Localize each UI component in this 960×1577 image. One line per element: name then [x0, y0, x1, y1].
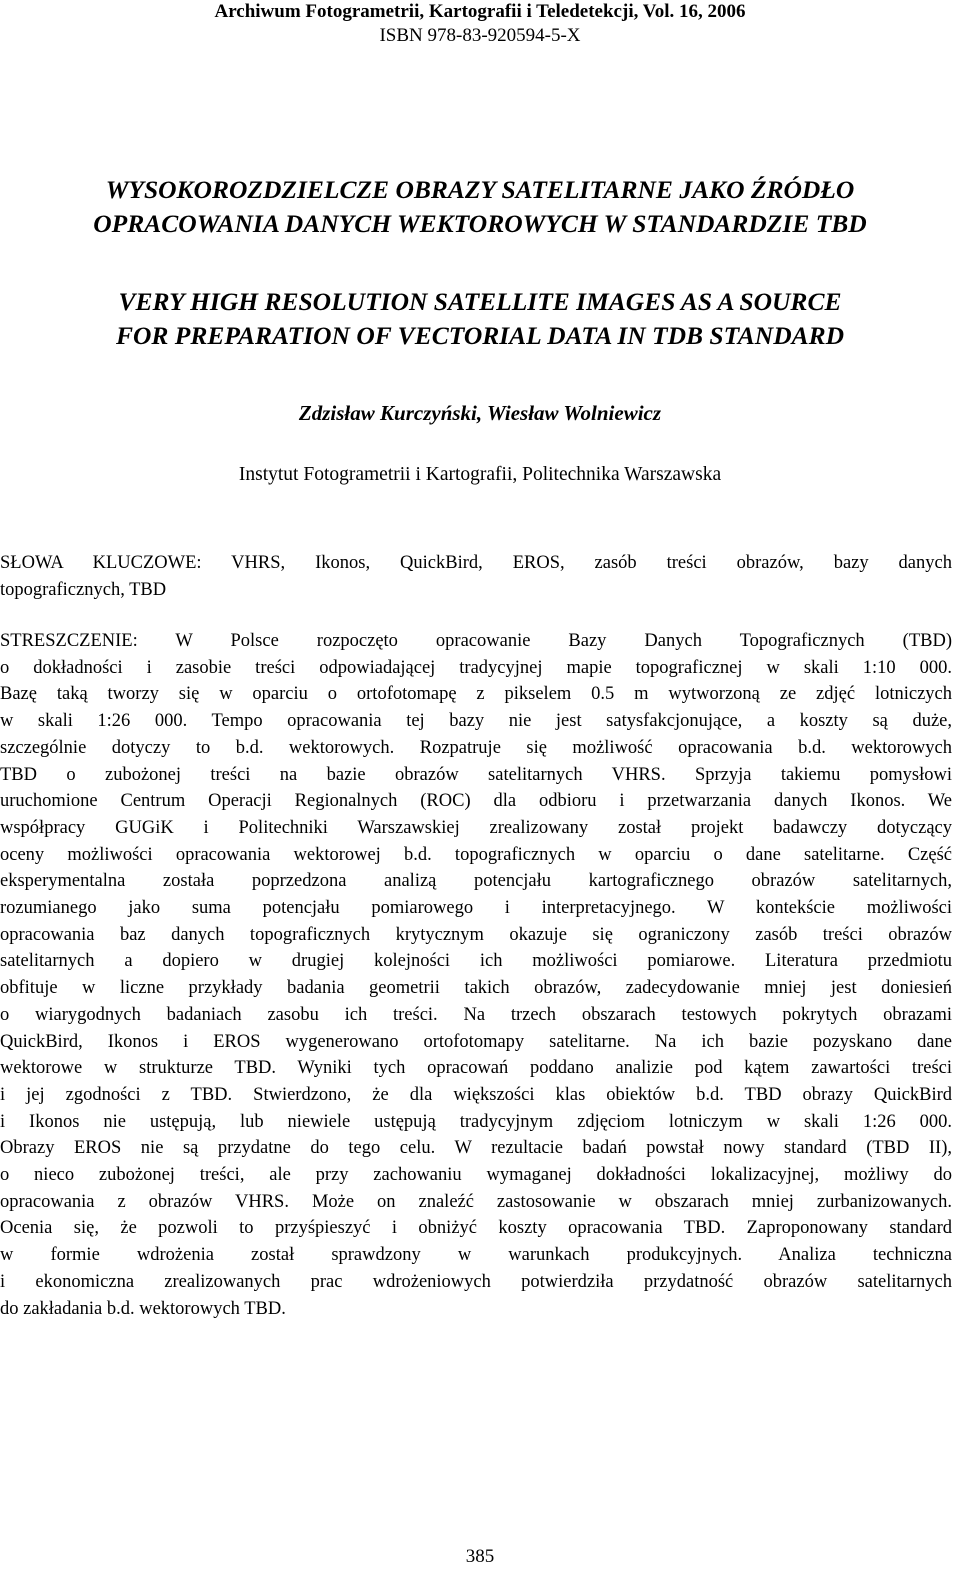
abstract-line: oceny możliwości opracowania wektorowej b.d. topograficznych w oparciu o dane satelitarne. Część [0, 844, 952, 865]
keywords [0, 550, 952, 603]
title-english [0, 285, 960, 353]
abstract-line: szczególnie dotyczy to b.d. wektorowych. Rozpatruje się możliwość opracowania b.d. wektorowych [0, 737, 952, 758]
abstract-line: opracowania baz danych topograficznych krytycznym okazuje się ograniczony zasób treści obrazów [0, 924, 952, 945]
abstract-line: o nieco zubożonej treści, ale przy zachowaniu wymaganej dokładności lokalizacyjnej, możliwy do [0, 1165, 952, 1186]
abstract-line: opracowania z obrazów VHRS. Może on znaleźć zastosowanie w obszarach mniej zurbanizowanych. [0, 1191, 952, 1212]
keywords-line: SŁOWA KLUCZOWE: VHRS, Ikonos, QuickBird, EROS, zasób treści obrazów, bazy danych [0, 553, 952, 573]
abstract-line: o dokładności i zasobie treści odpowiadającej tradycyjnej mapie topograficznej w skali 1:10 000. [0, 657, 952, 678]
title-polish-line: WYSOKOROZDZIELCZE OBRAZY SATELITARNE JAKO ŹRÓDŁO [105, 175, 855, 204]
abstract-line: STRESZCZENIE: W Polsce rozpoczęto opracowanie Bazy Danych Topograficznych (TBD) [0, 631, 952, 651]
abstract-line: i ekonomiczna zrealizowanych prac wdrożeniowych potwierdziła przydatność obrazów satelitarnych [0, 1271, 952, 1292]
title-english-line: VERY HIGH RESOLUTION SATELLITE IMAGES AS A SOURCE [118, 287, 842, 316]
abstract-line: TBD o zubożonej treści na bazie obrazów satelitarnych VHRS. Sprzyja takiemu pomysłowi [0, 764, 952, 785]
abstract-line: w skali 1:26 000. Tempo opracowania tej bazy nie jest satysfakcjonujące, a koszty są duże, [0, 711, 952, 732]
journal-header: Archiwum Fotogrametrii, Kartografii i Teledetekcji, Vol. 16, 2006 [214, 1, 746, 22]
abstract-line: wektorowe w strukturze TBD. Wyniki tych opracowań poddano analizie pod kątem zawartości treści [0, 1058, 952, 1079]
title-polish [0, 173, 960, 241]
abstract-line: obfituje w liczne przykłady badania geometrii takich obrazów, zadecydowanie mniej jest doniesień [0, 978, 952, 999]
isbn-line: ISBN 978-83-920594-5-X [379, 25, 581, 46]
abstract-line: Obrazy EROS nie są przydatne do tego celu. W rezultacie badań powstał nowy standard (TBD II), [0, 1138, 952, 1159]
authors: Zdzisław Kurczyński, Wiesław Wolniewicz [298, 401, 662, 425]
abstract-line: o wiarygodnych badaniach zasobu ich treści. Na trzech obszarach testowych pokrytych obrazami [0, 1004, 952, 1025]
abstract-line: uruchomione Centrum Operacji Regionalnych (ROC) dla odbioru i przetwarzania danych Ikonos. We [0, 791, 952, 812]
title-polish-line: OPRACOWANIA DANYCH WEKTOROWYCH W STANDARDZIE TBD [93, 209, 867, 238]
title-english-line: FOR PREPARATION OF VECTORIAL DATA IN TDB STANDARD [115, 321, 845, 350]
abstract-line: eksperymentalna została poprzedzona analizą potencjału kartograficznego obrazów satelitarnych, [0, 871, 952, 892]
abstract-line: satelitarnych a dopiero w drugiej kolejności ich możliwości pomiarowe. Literatura przedmiotu [0, 951, 952, 972]
page-number: 385 [465, 1546, 495, 1567]
abstract-line: i Ikonos nie ustępują, lub niewiele ustępują tradycyjnym zdjęciom lotniczym w skali 1:26 000. [0, 1111, 952, 1132]
abstract-line: w formie wdrożenia został sprawdzony w warunkach produkcyjnych. Analiza techniczna [0, 1245, 952, 1266]
abstract-line: Bazę taką tworzy się w oparciu o ortofotomapę z pikselem 0.5 m wytworzoną ze zdjęć lotniczych [0, 684, 952, 705]
abstract-line: współpracy GUGiK i Politechniki Warszawskiej zrealizowany został projekt badawczy dotyczący [0, 817, 952, 838]
abstract-line: i jej zgodności z TBD. Stwierdzono, że dla większości klas obiektów b.d. TBD obrazy QuickBird [0, 1084, 952, 1105]
affiliation: Instytut Fotogrametrii i Kartografii, Politechnika Warszawska [238, 464, 722, 485]
abstract-line: QuickBird, Ikonos i EROS wygenerowano ortofotomapy satelitarne. Na ich bazie pozyskano dane [0, 1031, 952, 1052]
abstract-line: do zakładania b.d. wektorowych TBD. [0, 1298, 286, 1319]
abstract [0, 628, 952, 1322]
keywords-line: topograficznych, TBD [0, 579, 167, 600]
abstract-line: rozumianego jako suma potencjału pomiarowego i interpretacyjnego. W kontekście możliwości [0, 898, 952, 919]
abstract-line: Ocenia się, że pozwoli to przyśpieszyć i obniżyć koszty opracowania TBD. Zaproponowany standard [0, 1218, 952, 1239]
